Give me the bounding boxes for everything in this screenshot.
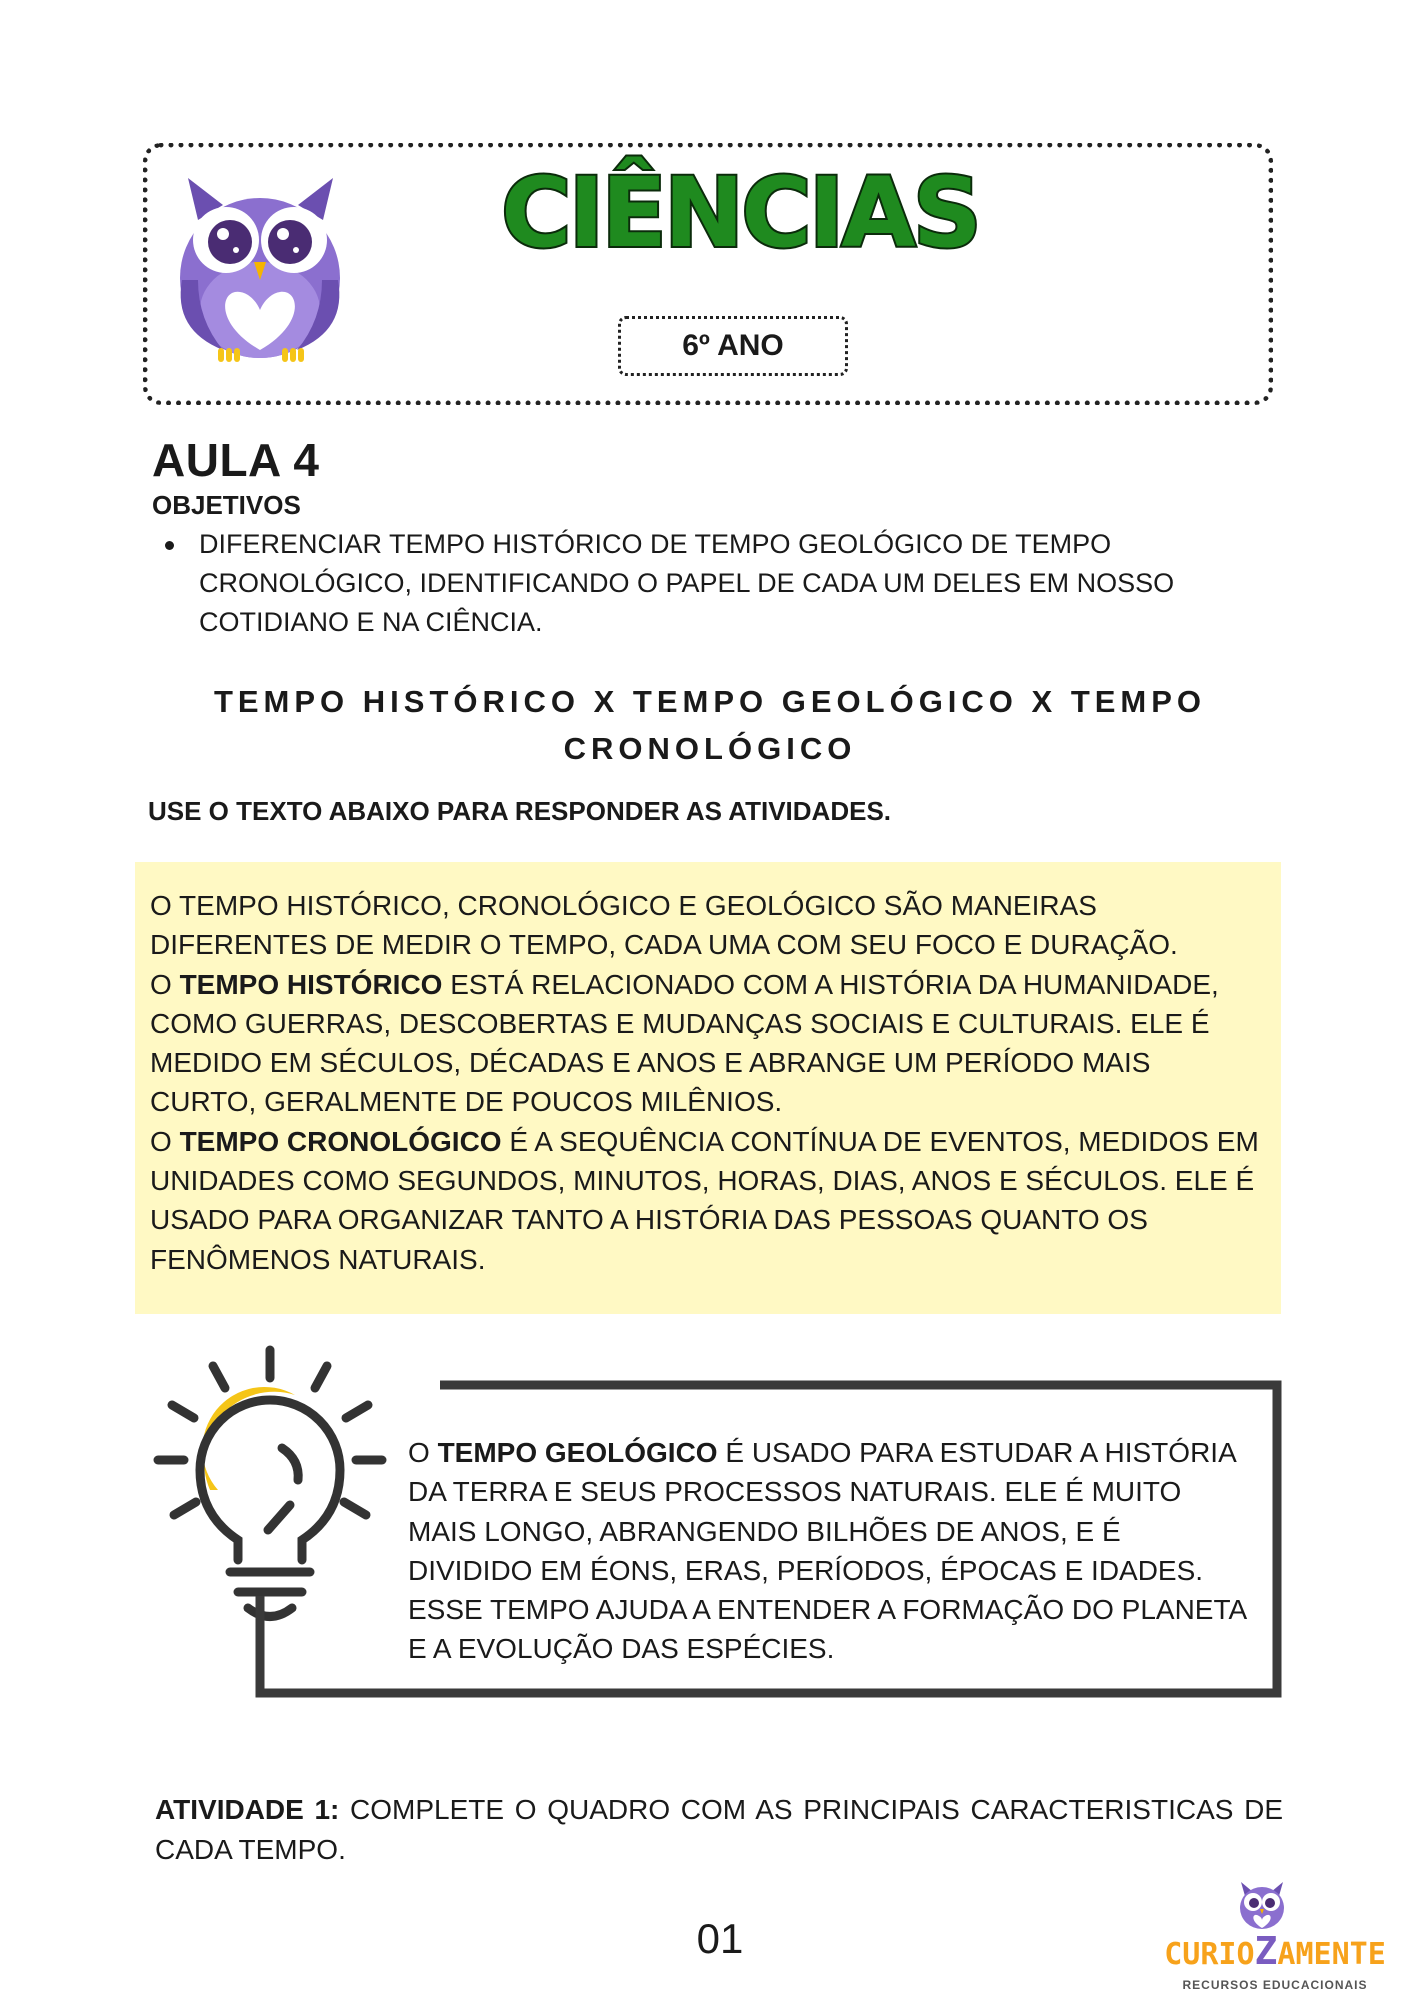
logo-subtitle: RECURSOS EDUCACIONAIS: [1182, 1978, 1368, 1992]
page-number: 01: [696, 1915, 744, 1962]
lesson-title: AULA 4: [152, 434, 320, 486]
objectives-label: OBJETIVOS: [152, 490, 301, 520]
historic-text: ESTÁ RELACIONADO COM A HISTÓRIA DA HUMANIDADE, COMO GUERRAS, DESCOBERTAS E MUDANÇAS SOCIAIS E CULTURAIS. ELE É MEDIDO EM SÉCULOS, DÉCADAS E ANOS E ABRANGE UM PERÍODO MAIS CURTO, GERALMENTE DE POUCOS MILÊNIOS.: [150, 968, 1219, 1118]
logo-part1: CURIO: [1164, 1937, 1255, 1972]
reading-chrono: [150, 1122, 1260, 1279]
reading-historic: [150, 965, 1260, 1122]
activity-label: ATIVIDADE 1:: [155, 1794, 340, 1825]
historic-prefix: O: [150, 968, 180, 1000]
objective-item: DIFERENCIAR TEMPO HISTÓRICO DE TEMPO GEOLÓGICO DE TEMPO CRONOLÓGICO, IDENTIFICANDO O PAPEL DE CADA UM DELES EM NOSSO COTIDIANO E NA CIÊNCIA.: [152, 525, 1212, 642]
historic-term: TEMPO HISTÓRICO: [179, 968, 443, 1000]
instruction-text: USE O TEXTO ABAIXO PARA RESPONDER AS ATIVIDADES.: [148, 796, 892, 826]
logo-owl-icon: [1235, 1878, 1289, 1930]
subject-title: CIÊNCIAS: [501, 157, 979, 269]
activity-text: COMPLETE O QUADRO COM AS PRINCIPAIS CARACTERISTICAS DE CADA TEMPO.: [155, 1794, 1284, 1865]
reading-text: [150, 886, 1260, 1279]
grade-badge: 6º ANO: [618, 316, 848, 376]
logo-z: Z: [1254, 1929, 1278, 1973]
reading-intro: O TEMPO HISTÓRICO, CRONOLÓGICO E GEOLÓGICO SÃO MANEIRAS DIFERENTES DE MEDIR O TEMPO, CADA UMA COM SEU FOCO E DURAÇÃO.: [150, 890, 1178, 961]
logo-wordmark: [1140, 1929, 1410, 1973]
chrono-text: É A SEQUÊNCIA CONTÍNUA DE EVENTOS, MEDIDOS EM UNIDADES COMO SEGUNDOS, MINUTOS, HORAS, DIAS, ANOS E SÉCULOS. ELE É USADO PARA ORGANIZAR TANTO A HISTÓRIA DAS PESSOAS QUANTO OS FENÔMENOS NATURAIS.: [150, 1125, 1259, 1275]
activity-1: [155, 1790, 1283, 1870]
main-heading: TEMPO HISTÓRICO X TEMPO GEOLÓGICO X TEMPO CRONOLÓGICO: [213, 684, 1207, 766]
objectives-list: [152, 525, 1212, 642]
chrono-prefix: O: [150, 1125, 180, 1157]
owl-mascot-icon: [168, 160, 353, 365]
chrono-term: TEMPO CRONOLÓGICO: [179, 1125, 502, 1157]
geological-text: [408, 1433, 1248, 1669]
geo-body: É USADO PARA ESTUDAR A HISTÓRIA DA TERRA E SEUS PROCESSOS NATURAIS. ELE É MUITO MAIS LONGO, ABRANGENDO BILHÕES DE ANOS, E É DIVIDIDO EM ÉONS, ERAS, PERÍODOS, ÉPOCAS E IDADES. ESSE TEMPO AJUDA A ENTENDER A FORMAÇÃO DO PLANETA E A EVOLUÇÃO DAS ESPÉCIES.: [408, 1437, 1246, 1665]
geo-term: TEMPO GEOLÓGICO: [437, 1437, 718, 1468]
geo-prefix: O: [408, 1437, 438, 1468]
logo-part2: AMENTE: [1277, 1937, 1386, 1972]
